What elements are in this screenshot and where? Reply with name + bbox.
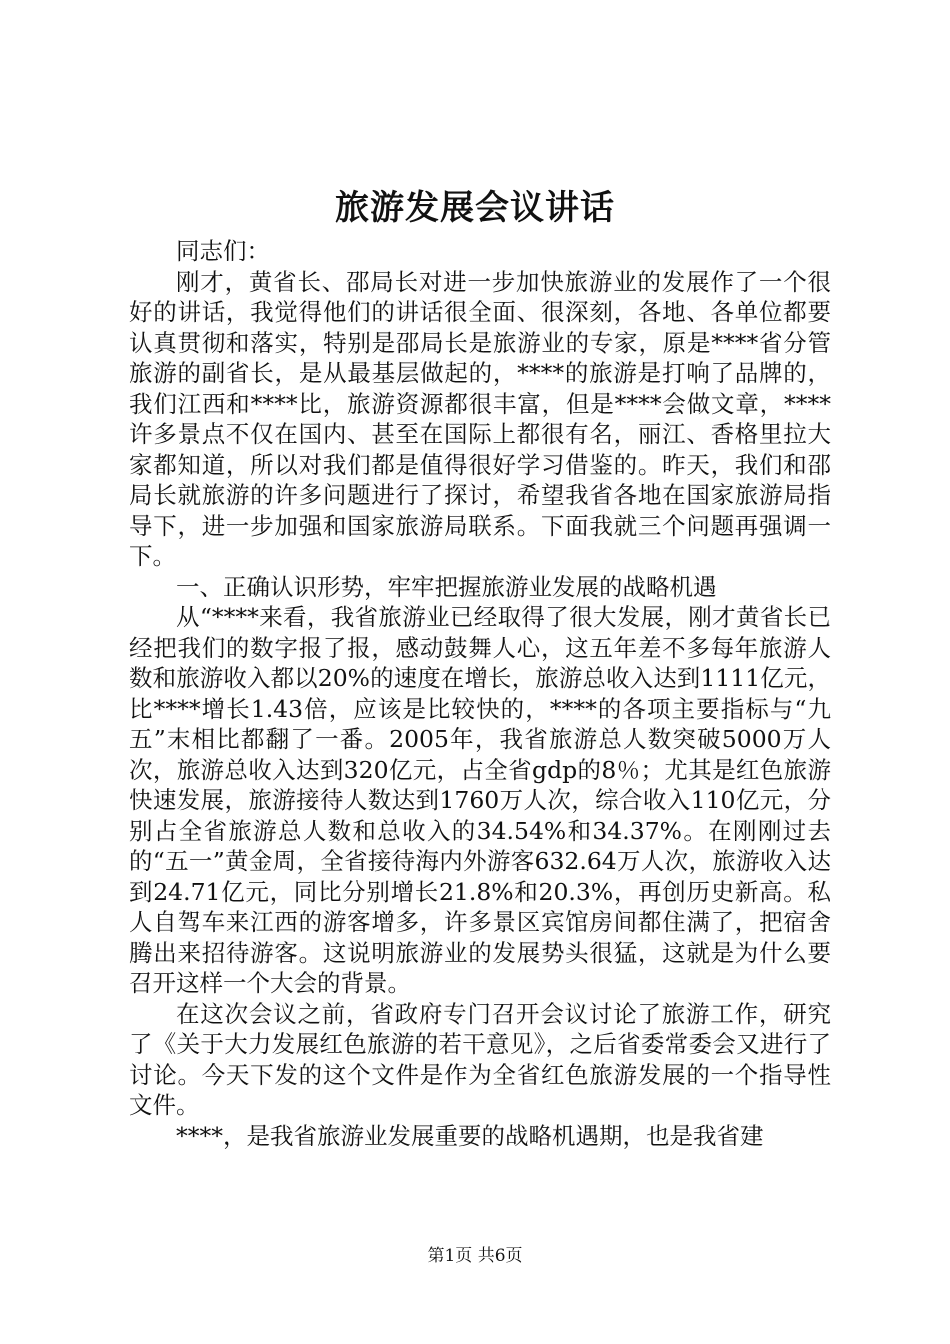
paragraph-statistics: 从“****来看，我省旅游业已经取得了很大发展，刚才黄省长已经把我们的数字报了报，感动鼓舞人心，这五年差不多每年旅游人数和旅游收入都以20%的速度在增长，旅游总收入达到1111亿元，比****增长1.43倍，应该是比较快的，****的各项主要指标与“九五”末相比都翻了一番。2005年，我省旅游总人数突破5000万人次，旅游总收入达到320亿元，占全省gdp的8％；尤其是红色旅游快速发展，旅游接待人数达到1760万人次，综合收入110亿元，分别占全省旅游总人数和总收入的34.54%和34.37%。在刚刚过去的“五一”黄金周，全省接待海内外游客632.64万人次，旅游收入达到24.71亿元，同比分别增长21.8%和20.3%，再创历史新高。私人自驾车来江西的游客增多，许多景区宾馆房间都住满了，把宿舍腾出来招待游客。这说明旅游业的发展势头很猛，这就是为什么要召开这样一个大会的背景。 xyxy=(129,603,831,997)
paragraph-opening: 刚才，黄省长、邵局长对进一步加快旅游业的发展作了一个很好的讲话，我觉得他们的讲话很全面、很深刻，各地、各单位都要认真贯彻和落实，特别是邵局长是旅游业的专家，原是****省分管旅游的副省长，是从最基层做起的，****的旅游是打响了品牌的，我们江西和****比，旅游资源都很丰富，但是****会做文章，****许多景点不仅在国内、甚至在国际上都很有名，丽江、香格里拉大家都知道，所以对我们都是值得很好学习借鉴的。昨天，我们和邵局长就旅游的许多问题进行了探讨，希望我省各地在国家旅游局指导下，进一步加强和国家旅游局联系。下面我就三个问题再强调一下。 xyxy=(129,267,831,570)
document-body xyxy=(129,236,831,1151)
section-heading-1: 一、正确认识形势，牢牢把握旅游业发展的战略机遇 xyxy=(176,572,717,601)
paragraph-strategic: ****，是我省旅游业发展重要的战略机遇期，也是我省建 xyxy=(176,1121,764,1150)
paragraph-meeting: 在这次会议之前，省政府专门召开会议讨论了旅游工作，研究了《关于大力发展红色旅游的若干意见》，之后省委常委会又进行了讨论。今天下发的这个文件是作为全省红色旅游发展的一个指导性文件。 xyxy=(129,999,831,1119)
page-footer: 第1页 共6页 xyxy=(427,1246,523,1266)
salutation: 同志们： xyxy=(176,237,270,265)
document-title: 旅游发展会议讲话 xyxy=(335,188,615,228)
